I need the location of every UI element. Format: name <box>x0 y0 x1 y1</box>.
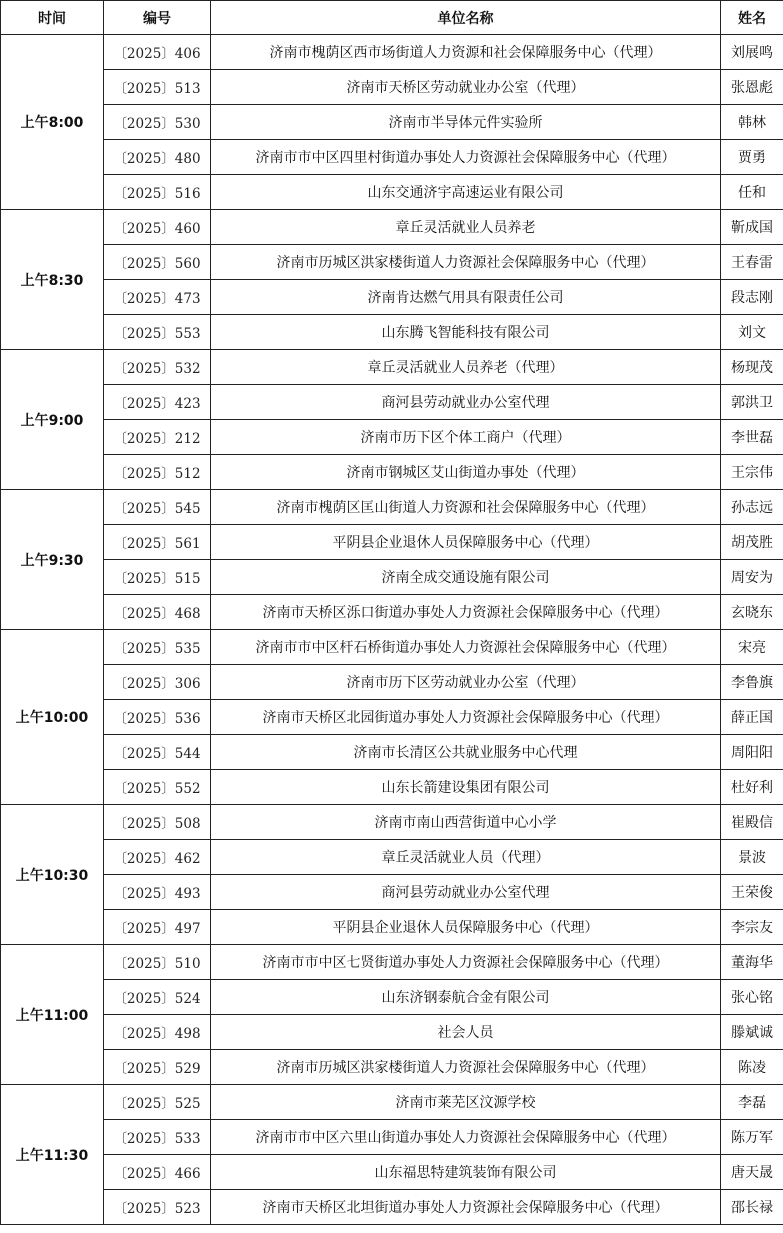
table-row <box>1 560 783 595</box>
unit-name-cell: 章丘灵活就业人员（代理） <box>211 840 721 875</box>
code-cell: 〔2025〕512 <box>104 455 211 490</box>
unit-name-cell: 济南市市中区四里村街道办事处人力资源社会保障服务中心（代理） <box>211 140 721 175</box>
unit-name-cell: 平阴县企业退休人员保障服务中心（代理） <box>211 910 721 945</box>
table-row <box>1 630 783 665</box>
code-cell: 〔2025〕468 <box>104 595 211 630</box>
code-cell: 〔2025〕508 <box>104 805 211 840</box>
person-name-cell: 李世磊 <box>721 420 783 455</box>
table-row <box>1 1015 783 1050</box>
person-name-cell: 段志刚 <box>721 280 783 315</box>
time-slot-cell: 上午10:30 <box>1 805 104 945</box>
person-name-cell: 靳成国 <box>721 210 783 245</box>
table-row <box>1 245 783 280</box>
code-cell: 〔2025〕523 <box>104 1190 211 1225</box>
table-row <box>1 700 783 735</box>
table-row <box>1 665 783 700</box>
unit-name-cell: 商河县劳动就业办公室代理 <box>211 385 721 420</box>
unit-name-cell: 济南市槐荫区匡山街道人力资源和社会保障服务中心（代理） <box>211 490 721 525</box>
person-name-cell: 李鲁旗 <box>721 665 783 700</box>
table-row <box>1 175 783 210</box>
time-slot-cell: 上午11:30 <box>1 1085 104 1225</box>
unit-name-cell: 济南市天桥区北坦街道办事处人力资源社会保障服务中心（代理） <box>211 1190 721 1225</box>
unit-name-cell: 济南市天桥区泺口街道办事处人力资源社会保障服务中心（代理） <box>211 595 721 630</box>
code-cell: 〔2025〕560 <box>104 245 211 280</box>
code-cell: 〔2025〕516 <box>104 175 211 210</box>
code-cell: 〔2025〕513 <box>104 70 211 105</box>
unit-name-cell: 章丘灵活就业人员养老 <box>211 210 721 245</box>
code-cell: 〔2025〕544 <box>104 735 211 770</box>
person-name-cell: 张恩彪 <box>721 70 783 105</box>
table-row <box>1 280 783 315</box>
code-cell: 〔2025〕493 <box>104 875 211 910</box>
code-cell: 〔2025〕545 <box>104 490 211 525</box>
person-name-cell: 贾勇 <box>721 140 783 175</box>
table-row <box>1 525 783 560</box>
unit-name-cell: 济南市历下区个体工商户（代理） <box>211 420 721 455</box>
unit-name-cell: 济南市天桥区北园街道办事处人力资源社会保障服务中心（代理） <box>211 700 721 735</box>
table-row <box>1 1120 783 1155</box>
code-cell: 〔2025〕498 <box>104 1015 211 1050</box>
header-name: 姓名 <box>721 1 783 35</box>
table-row <box>1 70 783 105</box>
code-cell: 〔2025〕423 <box>104 385 211 420</box>
person-name-cell: 李磊 <box>721 1085 783 1120</box>
table-row <box>1 840 783 875</box>
person-name-cell: 刘展鸣 <box>721 35 783 70</box>
table-row <box>1 945 783 980</box>
unit-name-cell: 社会人员 <box>211 1015 721 1050</box>
table-row <box>1 770 783 805</box>
table-row <box>1 420 783 455</box>
time-slot-cell: 上午8:30 <box>1 210 104 350</box>
time-slot-cell: 上午11:00 <box>1 945 104 1085</box>
person-name-cell: 宋亮 <box>721 630 783 665</box>
code-cell: 〔2025〕473 <box>104 280 211 315</box>
person-name-cell: 孙志远 <box>721 490 783 525</box>
person-name-cell: 周阳阳 <box>721 735 783 770</box>
table-row <box>1 315 783 350</box>
unit-name-cell: 济南肯达燃气用具有限责任公司 <box>211 280 721 315</box>
unit-name-cell: 济南市天桥区劳动就业办公室（代理） <box>211 70 721 105</box>
unit-name-cell: 济南市槐荫区西市场街道人力资源和社会保障服务中心（代理） <box>211 35 721 70</box>
person-name-cell: 薛正国 <box>721 700 783 735</box>
table-row <box>1 1050 783 1085</box>
unit-name-cell: 济南全成交通设施有限公司 <box>211 560 721 595</box>
time-slot-cell: 上午9:00 <box>1 350 104 490</box>
unit-name-cell: 山东交通济宇高速运业有限公司 <box>211 175 721 210</box>
unit-name-cell: 山东长箭建设集团有限公司 <box>211 770 721 805</box>
unit-name-cell: 济南市历城区洪家楼街道人力资源社会保障服务中心（代理） <box>211 245 721 280</box>
code-cell: 〔2025〕561 <box>104 525 211 560</box>
table-row <box>1 595 783 630</box>
table-body <box>1 35 783 1225</box>
time-slot-cell: 上午8:00 <box>1 35 104 210</box>
person-name-cell: 张心铭 <box>721 980 783 1015</box>
table-row <box>1 385 783 420</box>
person-name-cell: 王宗伟 <box>721 455 783 490</box>
unit-name-cell: 平阴县企业退休人员保障服务中心（代理） <box>211 525 721 560</box>
unit-name-cell: 济南市历城区洪家楼街道人力资源社会保障服务中心（代理） <box>211 1050 721 1085</box>
table-row <box>1 35 783 70</box>
unit-name-cell: 济南市钢城区艾山街道办事处（代理） <box>211 455 721 490</box>
unit-name-cell: 济南市市中区六里山街道办事处人力资源社会保障服务中心（代理） <box>211 1120 721 1155</box>
person-name-cell: 杨现茂 <box>721 350 783 385</box>
code-cell: 〔2025〕466 <box>104 1155 211 1190</box>
person-name-cell: 李宗友 <box>721 910 783 945</box>
header-unit: 单位名称 <box>211 1 721 35</box>
code-cell: 〔2025〕533 <box>104 1120 211 1155</box>
person-name-cell: 邵长禄 <box>721 1190 783 1225</box>
unit-name-cell: 山东腾飞智能科技有限公司 <box>211 315 721 350</box>
person-name-cell: 崔殿信 <box>721 805 783 840</box>
person-name-cell: 王荣俊 <box>721 875 783 910</box>
code-cell: 〔2025〕406 <box>104 35 211 70</box>
code-cell: 〔2025〕536 <box>104 700 211 735</box>
person-name-cell: 王春雷 <box>721 245 783 280</box>
code-cell: 〔2025〕460 <box>104 210 211 245</box>
code-cell: 〔2025〕553 <box>104 315 211 350</box>
person-name-cell: 任和 <box>721 175 783 210</box>
table-header <box>1 1 783 35</box>
table-row <box>1 140 783 175</box>
person-name-cell: 景波 <box>721 840 783 875</box>
code-cell: 〔2025〕532 <box>104 350 211 385</box>
unit-name-cell: 山东济钢泰航合金有限公司 <box>211 980 721 1015</box>
table-row <box>1 455 783 490</box>
code-cell: 〔2025〕510 <box>104 945 211 980</box>
unit-name-cell: 济南市市中区七贤街道办事处人力资源社会保障服务中心（代理） <box>211 945 721 980</box>
code-cell: 〔2025〕480 <box>104 140 211 175</box>
person-name-cell: 滕斌诚 <box>721 1015 783 1050</box>
unit-name-cell: 商河县劳动就业办公室代理 <box>211 875 721 910</box>
table-row <box>1 350 783 385</box>
table-row <box>1 805 783 840</box>
header-row <box>1 1 783 35</box>
code-cell: 〔2025〕529 <box>104 1050 211 1085</box>
person-name-cell: 郭洪卫 <box>721 385 783 420</box>
person-name-cell: 唐天晟 <box>721 1155 783 1190</box>
person-name-cell: 董海华 <box>721 945 783 980</box>
code-cell: 〔2025〕462 <box>104 840 211 875</box>
unit-name-cell: 济南市长清区公共就业服务中心代理 <box>211 735 721 770</box>
unit-name-cell: 济南市市中区杆石桥街道办事处人力资源社会保障服务中心（代理） <box>211 630 721 665</box>
person-name-cell: 玄晓东 <box>721 595 783 630</box>
code-cell: 〔2025〕306 <box>104 665 211 700</box>
person-name-cell: 陈万军 <box>721 1120 783 1155</box>
person-name-cell: 韩林 <box>721 105 783 140</box>
code-cell: 〔2025〕524 <box>104 980 211 1015</box>
table-row <box>1 1155 783 1190</box>
unit-name-cell: 章丘灵活就业人员养老（代理） <box>211 350 721 385</box>
code-cell: 〔2025〕525 <box>104 1085 211 1120</box>
table-row <box>1 735 783 770</box>
header-code: 编号 <box>104 1 211 35</box>
table-row <box>1 980 783 1015</box>
unit-name-cell: 山东福思特建筑装饰有限公司 <box>211 1155 721 1190</box>
table-row <box>1 1190 783 1225</box>
code-cell: 〔2025〕212 <box>104 420 211 455</box>
table-row <box>1 490 783 525</box>
table-row <box>1 910 783 945</box>
unit-name-cell: 济南市半导体元件实验所 <box>211 105 721 140</box>
header-time: 时间 <box>1 1 104 35</box>
code-cell: 〔2025〕535 <box>104 630 211 665</box>
code-cell: 〔2025〕552 <box>104 770 211 805</box>
code-cell: 〔2025〕515 <box>104 560 211 595</box>
unit-name-cell: 济南市南山西营街道中心小学 <box>211 805 721 840</box>
time-slot-cell: 上午9:30 <box>1 490 104 630</box>
unit-name-cell: 济南市历下区劳动就业办公室（代理） <box>211 665 721 700</box>
person-name-cell: 陈凌 <box>721 1050 783 1085</box>
code-cell: 〔2025〕530 <box>104 105 211 140</box>
person-name-cell: 胡茂胜 <box>721 525 783 560</box>
person-name-cell: 刘文 <box>721 315 783 350</box>
time-slot-cell: 上午10:00 <box>1 630 104 805</box>
table-row <box>1 875 783 910</box>
code-cell: 〔2025〕497 <box>104 910 211 945</box>
table-row <box>1 105 783 140</box>
table-row <box>1 210 783 245</box>
person-name-cell: 周安为 <box>721 560 783 595</box>
person-name-cell: 杜好利 <box>721 770 783 805</box>
unit-name-cell: 济南市莱芜区汶源学校 <box>211 1085 721 1120</box>
table-row <box>1 1085 783 1120</box>
